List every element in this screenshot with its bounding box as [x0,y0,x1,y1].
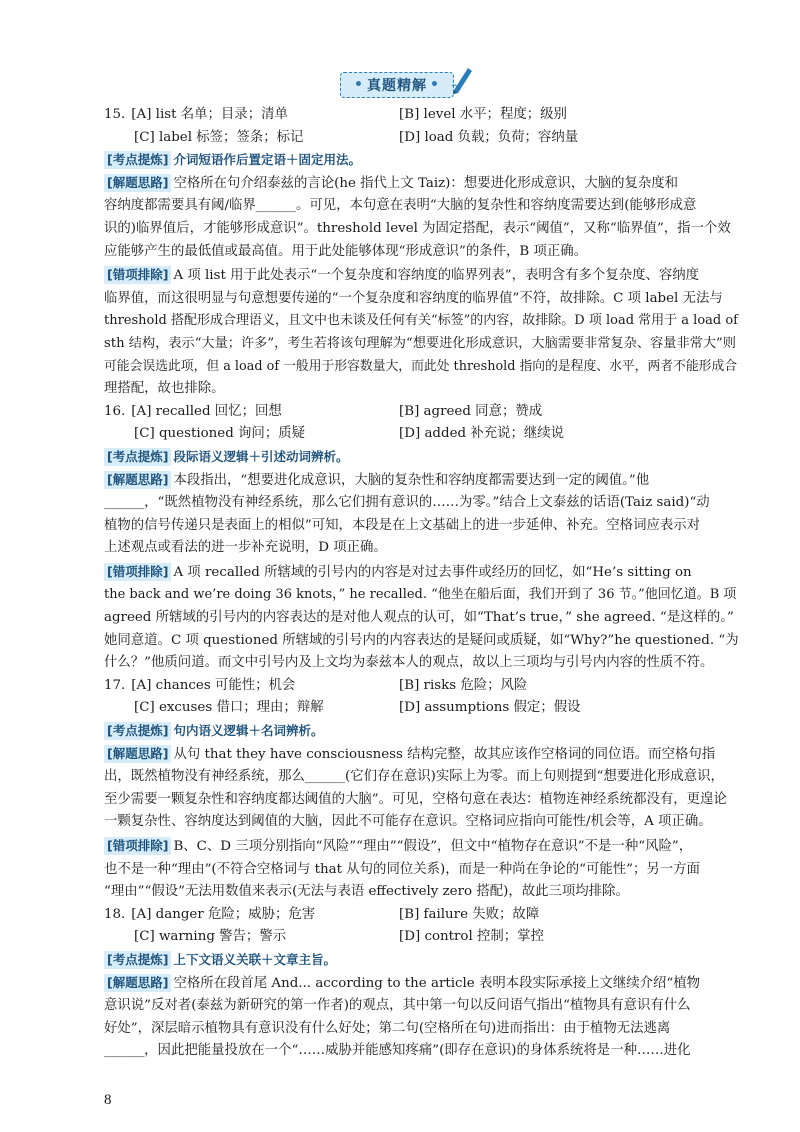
q15-option-c: [C] label 标签；签条；标记 [134,129,304,145]
q17-point-text: 句内语义逻辑＋名词辨析。 [173,723,324,739]
page-number: 8 [104,1092,112,1108]
banner-dot-left: • [354,77,364,93]
q15-options-row2 [104,127,740,150]
q15-idea-line: 应能够产生的最低值或最高值。用于此处能够体现“形成意识”的条件，B 项正确。 [104,243,588,259]
q16-idea [104,470,740,560]
q17-option-b: [B] risks 危险；风险 [399,677,528,693]
q16-elim-line: 她同意道。C 项 questioned 所辖域的引号内的内容表达的是疑问或质疑，如“Why?”he questioned. “为 [104,632,739,648]
q18-idea [104,973,740,1063]
q16-elim-line: 什么？”他质问道。而文中引号内及上文均为泰兹本人的观点，故以上三项均与引号内内容的性质不符。 [104,655,714,671]
q18-option-a: [A] danger 危险；威胁；危害 [131,906,316,922]
q15-elim-line: sth 结构，表示“大量；许多”，考生若将该句理解为“想要进化形成意识，大脑需要非常复杂、容量非常大”则 [104,335,736,351]
q17-number: 17. [104,677,126,693]
q16-idea-line: 本段指出，“想要进化成意识，大脑的复杂性和容纳度都需要达到一定的阈值。”他 [173,472,650,488]
q18-point [104,949,740,973]
q16-point [104,446,740,470]
q17-idea-line: 一颗复杂性、容纳度达到阈值的大脑，因此不可能存在意识。空格词应指向可能性/机会等，A 项正确。 [104,814,712,830]
q15-elim-line: threshold 搭配形成合理语义，且文中也未谈及任何有关“标签”的内容，故排除。D 项 load 常用于 a load of [104,313,738,329]
q15-elim-line: 临界值，而这很明显与句意想要传递的“一个复杂度和容纳度的临界值”不符，故排除。C 项 label 无法与 [104,290,723,306]
q16-elim-line: A 项 recalled 所辖域的引号内的内容是对过去事件或经历的回忆，如“He’s sitting on [173,564,692,580]
q15-elim-tag: [错项排除] [104,266,171,284]
q15-number: 15. [104,107,126,122]
q15-options-row1 [104,104,740,127]
q16-elim-tag: [错项排除] [104,563,171,581]
q16-option-a: [A] recalled 回忆；回想 [131,403,282,419]
q16-number: 16. [104,403,126,419]
q18-point-text: 上下文语义关联＋文章主旨。 [173,951,336,967]
q17-idea-line: 从句 that they have consciousness 结构完整，故其应该作空格词的同位语。而空格句指 [173,746,716,762]
q17-option-c: [C] excuses 借口；理由；辩解 [134,700,324,716]
q16-options-row2 [104,423,740,446]
q17-option-d: [D] assumptions 假定；假设 [399,700,581,716]
q18-option-d: [D] control 控制；掌控 [399,929,544,945]
q15-elim-line: A 项 list 用于此处表示“一个复杂度和容纳度的临界列表”，表明含有多个复杂度、容纳度 [173,268,700,284]
q18-number: 18. [104,906,126,922]
q18-idea-line: ______，因此把能量投放在一个“……威胁并能感知疼痛”(即存在意识)的身体系统将是一种……进化 [104,1043,691,1059]
q17-elim-line: “理由”“假设”无法用数值来表示(无法与表语 effectively zero 搭配)，故此三项均排除。 [104,884,629,900]
q18-options-row1 [104,904,740,927]
q18-option-b: [B] failure 失败；故障 [399,906,540,922]
q15-option-b: [B] level 水平；程度；级别 [399,107,567,122]
q16-elim-line: the back and we’re doing 36 knots，” he recalled. “他坐在船后面，我们开到了 36 节。”他回忆道。B 项 [104,587,737,603]
q15-idea [104,173,740,263]
q17-point [104,720,740,744]
section-banner [340,72,454,98]
q16-idea-line: 上述观点或看法的进一步补充说明，D 项正确。 [104,540,387,556]
q18-option-c: [C] warning 警告；警示 [134,929,287,945]
q18-options-row2 [104,926,740,949]
q15-idea-tag: [解题思路] [104,174,171,192]
pen-icon [450,64,476,94]
banner-title: 真题精解 [367,78,427,94]
q17-elim-line: 也不是一种“理由”(不符合空格词与 that 从句的同位关系)，而是一种尚在争论的“可能性”；另一方面 [104,861,700,877]
q18-point-tag: [考点提炼] [104,951,171,969]
q15-idea-line: 容纳度都需要具有阈/临界______。可见，本句意在表明“大脑的复杂性和容纳度需要达到(能够形成意 [104,198,697,214]
q15-elim-line: 理搭配，故也排除。 [104,381,225,397]
q17-elim [104,836,740,904]
q15-point-tag: [考点提炼] [104,151,171,169]
q18-idea-line: 意识说”反对者(泰兹为新研究的第一作者)的观点，其中第一句以反问语气指出“植物具有意识有什么 [104,998,691,1014]
q16-option-b: [B] agreed 同意；赞成 [399,403,543,419]
q15-idea-line: 识的)临界值后，才能够形成意识”。threshold level 为固定搭配，表示“阈值”，又称“临界值”，指一个效 [104,220,731,236]
q17-point-tag: [考点提炼] [104,722,171,740]
q18-idea-line: 空格所在段首尾 And... according to the article 表明本段实际承接上文继续介绍“植物 [173,975,701,991]
q16-elim [104,562,740,675]
q18-idea-tag: [解题思路] [104,974,171,992]
q16-idea-tag: [解题思路] [104,471,171,489]
q15-option-a: [A] list 名单；目录；清单 [131,107,288,122]
q17-elim-line: B、C、D 三项分别指向“风险”“理由”“假设”，但文中“植物存在意识”不是一种“风险”， [173,839,693,854]
q16-elim-line: agreed 所辖域的引号内的内容表达的是对他人观点的认可，如“That’s true，” she agreed. “是这样的。” [104,610,734,626]
q16-idea-line: ______，“既然植物没有神经系统，那么它们拥有意识的……为零。”结合上文泰兹的话语(Taiz said)“动 [104,495,710,511]
q18-idea-line: 好处”，深层暗示植物具有意识没有什么好处；第二句(空格所在句)进而指出：由于植物无法逃离 [104,1020,671,1036]
q16-option-d: [D] added 补充说；继续说 [399,426,565,442]
q17-idea-tag: [解题思路] [104,745,171,763]
q17-elim-tag: [错项排除] [104,837,171,855]
q16-idea-line: 植物的信号传递只是表面上的相似”可知，本段是在上文基础上的进一步延伸、补充。空格词应表示对 [104,517,701,533]
q16-point-text: 段际语义逻辑＋引述动词辨析。 [173,448,349,464]
q17-option-a: [A] chances 可能性；机会 [131,677,296,693]
q17-idea [104,744,740,834]
q17-options-row2 [104,697,740,720]
q15-idea-line: 空格所在句介绍泰兹的言论(he 指代上文 Taiz)：想要进化形成意识，大脑的复杂度和 [173,175,679,191]
banner-dot-right: • [430,77,440,93]
q15-elim [104,265,740,401]
q15-option-d: [D] load 负载；负荷；容纳量 [399,129,579,145]
q15-point [104,149,740,173]
q17-idea-line: 出，既然植物没有神经系统，那么______(它们存在意识)实际上为零。而上句则提到“想要进化形成意识， [104,769,724,785]
q16-option-c: [C] questioned 询问；质疑 [134,426,305,442]
q15-point-text: 介词短语作后置定语＋固定用法。 [173,152,361,168]
q16-point-tag: [考点提炼] [104,448,171,466]
q17-options-row1 [104,675,740,698]
content [104,104,740,1063]
q15-elim-line: 可能会误选此项，但 a load of 一般用于形容数量大，而此处 threshold 指向的是程度、水平，两者不能形成合 [104,358,738,374]
q16-options-row1 [104,401,740,424]
q17-idea-line: 至少需要一颗复杂性和容纳度都达阈值的大脑”。可见，空格句意在表达：植物连神经系统都没有，更遑论 [104,791,727,807]
